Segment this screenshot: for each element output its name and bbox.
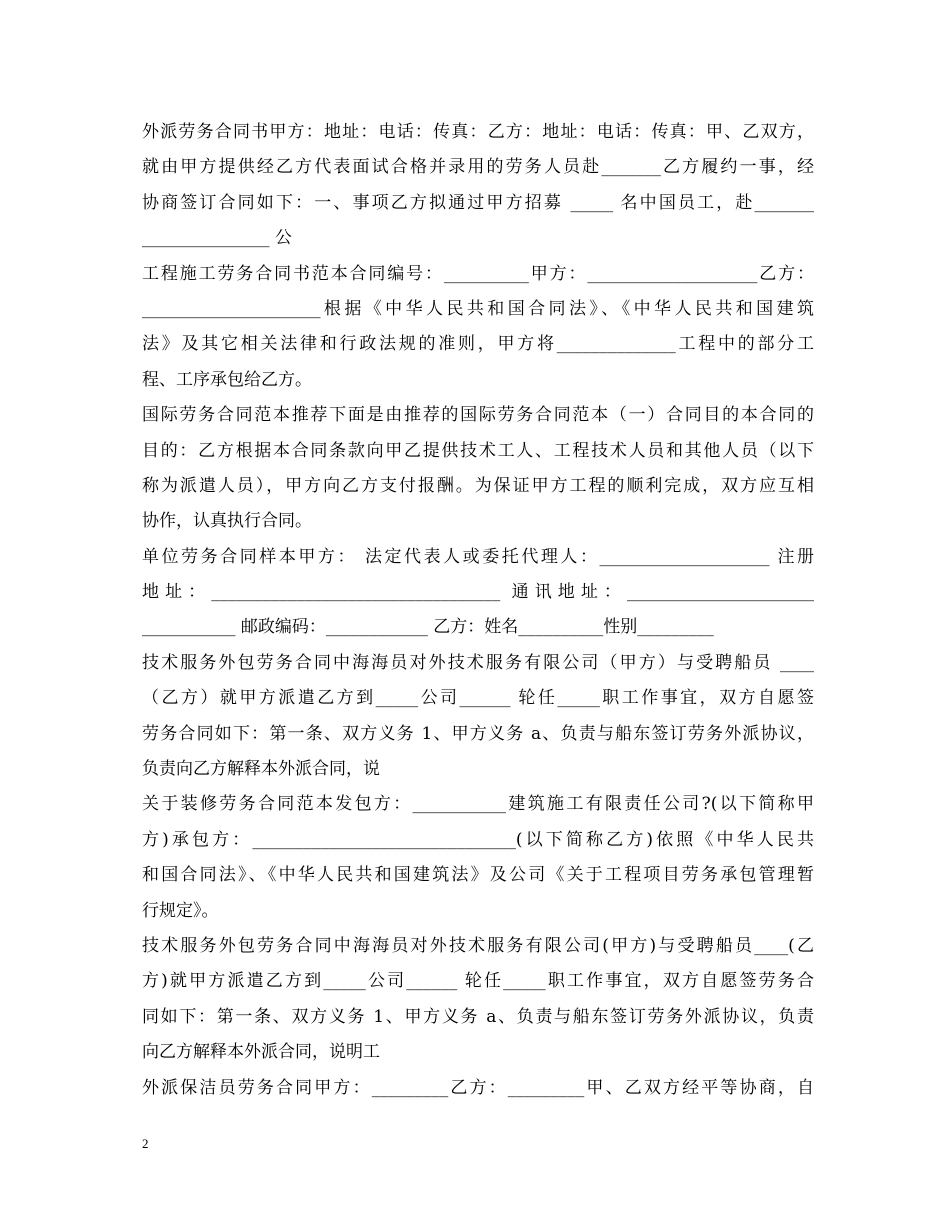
- text-line: 劳务合同如下：第一条、双方义务 1、甲方义务 a、负责与船东签订劳务外派协议，: [142, 723, 814, 744]
- paragraph-unit-labor-contract-sample: [142, 540, 814, 646]
- text-line: 单位劳务合同样本甲方： 法定代表人或委托代理人：____________________ 注册: [142, 546, 814, 567]
- text-line: 行规定》。: [142, 900, 219, 921]
- text-line: 协作，认真执行合同。: [142, 511, 312, 532]
- text-line: 程、工序承包给乙方。: [142, 369, 312, 390]
- text-line: 向乙方解释本外派合同，说明工: [142, 1042, 380, 1063]
- paragraph-renovation-labor-contract: [142, 787, 814, 929]
- text-line: 外派保洁员劳务合同甲方：_________乙方：_________甲、乙双方经平等协商，自: [142, 1077, 814, 1098]
- document-body: [142, 115, 814, 1106]
- text-line: 国际劳务合同范本推荐下面是由推荐的国际劳务合同范本（一）合同目的本合同的: [142, 405, 814, 426]
- page-number: 2: [142, 1136, 149, 1151]
- text-line: 协商签订合同如下：一、事项乙方拟通过甲方招募 _____ 名中国员工，赴_______: [142, 192, 814, 213]
- text-line: _______________ 公: [142, 228, 292, 249]
- paragraph-construction-labor-contract: [142, 257, 814, 399]
- text-line: 外派劳务合同书甲方：地址：电话：传真：乙方：地址：电话：传真：甲、乙双方，: [142, 122, 814, 142]
- text-line: 同如下：第一条、双方义务 1、甲方义务 a、负责与船东签订劳务外派协议，负责: [142, 1006, 814, 1027]
- text-line: ___________ 邮政编码：____________ 乙方：姓名__________性别_________: [142, 617, 714, 638]
- text-line: 称为派遣人员），甲方向乙方支付报酬。为保证甲方工程的顺利完成，双方应互相: [142, 475, 814, 496]
- text-line: （乙方）就甲方派遣乙方到_____公司______ 轮任_____职工作事宜，双方自愿签: [142, 688, 814, 709]
- paragraph-international-labor-contract: [142, 398, 814, 540]
- text-line: 方)承包方：_______________________________(以下简称乙方)依照《中华人民共: [142, 829, 814, 850]
- text-line: 方)就甲方派遣乙方到_____公司______ 轮任_____职工作事宜，双方自愿签劳务合: [142, 971, 814, 992]
- text-line: 关于装修劳务合同范本发包方：___________建筑施工有限责任公司?(以下简称甲: [142, 794, 814, 815]
- text-line: 地址：__________________________________ 通讯地址：______________________: [142, 582, 814, 603]
- text-line: 就由甲方提供经乙方代表面试合格并录用的劳务人员赴_______乙方履约一事，经: [142, 157, 814, 178]
- paragraph-overseas-labor-contract: [142, 115, 814, 257]
- text-line: 技术服务外包劳务合同中海海员对外技术服务有限公司(甲方)与受聘船员____(乙: [142, 935, 814, 956]
- paragraph-seafarer-service-contract-2: [142, 929, 814, 1071]
- text-line: 负责向乙方解释本外派合同，说: [142, 759, 380, 780]
- text-line: 工程施工劳务合同书范本合同编号：__________甲方：____________________乙方：: [142, 263, 814, 284]
- text-line: 法》及其它相关法律和行政法规的准则，甲方将______________工程中的部分工: [142, 334, 814, 355]
- text-line: 和国合同法》、《中华人民共和国建筑法》及公司《关于工程项目劳务承包管理暂: [142, 865, 814, 886]
- paragraph-cleaner-labor-contract: [142, 1071, 814, 1106]
- paragraph-seafarer-service-contract: [142, 646, 814, 788]
- text-line: 技术服务外包劳务合同中海海员对外技术服务有限公司（甲方）与受聘船员 ____: [142, 652, 814, 673]
- text-line: _____________________根据《中华人民共和国合同法》、《中华人民共和国建筑: [142, 298, 814, 319]
- text-line: 目的：乙方根据本合同条款向甲乙提供技术工人、工程技术人员和其他人员（以下: [142, 440, 814, 461]
